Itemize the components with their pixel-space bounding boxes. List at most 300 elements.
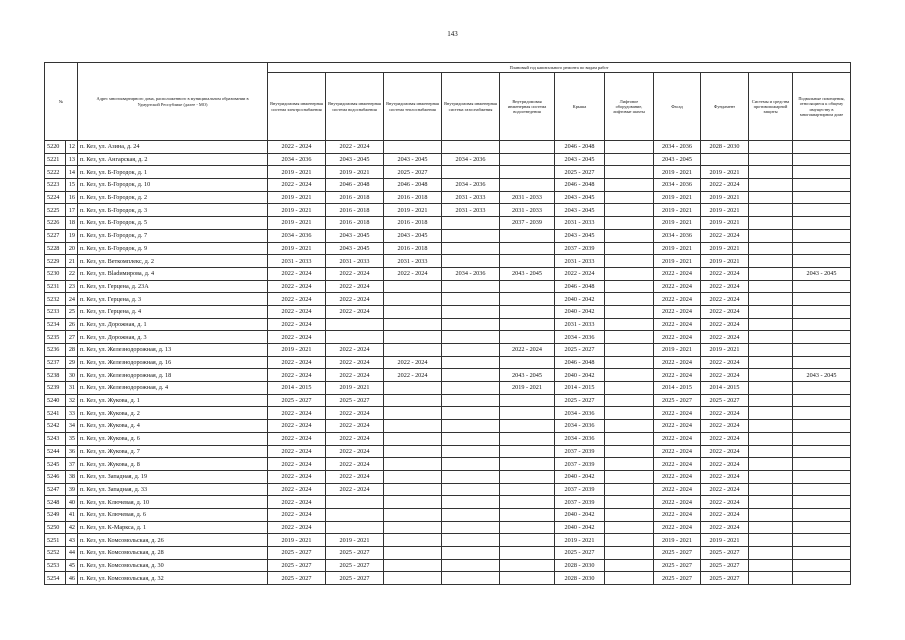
row-cell-col-11: [793, 166, 851, 179]
row-cell-col-3: 2046 - 2048: [384, 179, 442, 192]
row-cell-col-7: [605, 153, 654, 166]
row-cell-col-2: 2031 - 2033: [326, 255, 384, 268]
row-cell-col-8: 2022 - 2024: [654, 521, 701, 534]
row-cell-col-10: [749, 559, 793, 572]
row-global-number: 5228: [45, 242, 66, 255]
table-row: [45, 217, 851, 230]
row-cell-col-10: [749, 267, 793, 280]
row-cell-col-9: 2022 - 2024: [701, 445, 749, 458]
row-cell-col-2: 2019 - 2021: [326, 382, 384, 395]
row-cell-col-5: [500, 470, 555, 483]
row-cell-col-2: 2046 - 2048: [326, 179, 384, 192]
col-header-5: Внутридомовая инженерная система водоотведения: [500, 73, 555, 141]
row-cell-col-4: [442, 508, 500, 521]
row-cell-col-7: [605, 255, 654, 268]
row-global-number: 5230: [45, 267, 66, 280]
row-cell-col-5: [500, 229, 555, 242]
row-cell-col-6: 2040 - 2042: [555, 470, 605, 483]
row-cell-col-8: 2025 - 2027: [654, 394, 701, 407]
col-header-3: Внутридомовая инженерная система теплоснабжения: [384, 73, 442, 141]
row-cell-col-6: 2037 - 2039: [555, 496, 605, 509]
row-cell-col-8: 2022 - 2024: [654, 318, 701, 331]
row-cell-col-9: 2022 - 2024: [701, 267, 749, 280]
table-row: [45, 344, 851, 357]
row-cell-col-3: [384, 318, 442, 331]
row-cell-col-3: [384, 534, 442, 547]
row-address: п. Кез, ул. Б-Городок, д. 1: [78, 166, 268, 179]
row-cell-col-6: 2043 - 2045: [555, 191, 605, 204]
row-address: п. Кез, ул. Жукова, д. 8: [78, 458, 268, 471]
row-cell-col-1: 2014 - 2015: [268, 382, 326, 395]
row-address: п. Кез, ул. Жукова, д. 7: [78, 445, 268, 458]
row-address: п. Кез, ул. Б-Городок, д. 3: [78, 204, 268, 217]
table-row: [45, 179, 851, 192]
table-row: [45, 204, 851, 217]
col-header-1: Внутридомовая инженерная система электроснабжения: [268, 73, 326, 141]
row-cell-col-10: [749, 534, 793, 547]
row-cell-col-4: [442, 242, 500, 255]
row-cell-col-8: 2022 - 2024: [654, 432, 701, 445]
row-cell-col-3: [384, 508, 442, 521]
row-cell-col-2: 2025 - 2027: [326, 547, 384, 560]
row-cell-col-1: 2022 - 2024: [268, 407, 326, 420]
row-cell-col-1: 2022 - 2024: [268, 508, 326, 521]
row-cell-col-9: 2022 - 2024: [701, 356, 749, 369]
row-cell-col-6: 2019 - 2021: [555, 534, 605, 547]
row-cell-col-5: [500, 432, 555, 445]
row-local-number: 43: [66, 534, 78, 547]
row-cell-col-5: [500, 445, 555, 458]
row-local-number: 36: [66, 445, 78, 458]
row-cell-col-3: [384, 458, 442, 471]
row-cell-col-4: [442, 572, 500, 585]
col-header-9: Фундамент: [701, 73, 749, 141]
row-cell-col-6: 2022 - 2024: [555, 267, 605, 280]
row-cell-col-7: [605, 572, 654, 585]
row-local-number: 38: [66, 470, 78, 483]
row-cell-col-3: 2022 - 2024: [384, 356, 442, 369]
table-row: [45, 141, 851, 154]
row-cell-col-1: 2022 - 2024: [268, 521, 326, 534]
row-cell-col-9: 2025 - 2027: [701, 547, 749, 560]
row-cell-col-6: 2040 - 2042: [555, 369, 605, 382]
row-local-number: 15: [66, 179, 78, 192]
row-local-number: 12: [66, 141, 78, 154]
row-cell-col-3: [384, 559, 442, 572]
row-cell-col-1: 2022 - 2024: [268, 179, 326, 192]
row-local-number: 32: [66, 394, 78, 407]
row-cell-col-4: 2034 - 2036: [442, 153, 500, 166]
table-row: [45, 508, 851, 521]
row-cell-col-2: 2022 - 2024: [326, 420, 384, 433]
row-cell-col-7: [605, 534, 654, 547]
row-cell-col-9: 2022 - 2024: [701, 458, 749, 471]
row-cell-col-11: [793, 255, 851, 268]
row-local-number: 19: [66, 229, 78, 242]
row-cell-col-1: 2019 - 2021: [268, 242, 326, 255]
row-cell-col-3: 2022 - 2024: [384, 267, 442, 280]
row-cell-col-10: [749, 318, 793, 331]
row-cell-col-7: [605, 559, 654, 572]
row-cell-col-6: 2034 - 2036: [555, 407, 605, 420]
row-cell-col-5: [500, 559, 555, 572]
row-cell-col-10: [749, 382, 793, 395]
row-cell-col-7: [605, 407, 654, 420]
row-cell-col-8: 2019 - 2021: [654, 255, 701, 268]
row-cell-col-1: 2034 - 2036: [268, 153, 326, 166]
row-global-number: 5236: [45, 344, 66, 357]
row-cell-col-8: 2022 - 2024: [654, 356, 701, 369]
row-cell-col-5: [500, 255, 555, 268]
row-cell-col-10: [749, 420, 793, 433]
row-cell-col-11: [793, 356, 851, 369]
row-cell-col-9: 2022 - 2024: [701, 432, 749, 445]
col-header-11: Подвальные помещения, относящиеся к общему имуществу в многоквартирном доме: [793, 73, 851, 141]
row-local-number: 21: [66, 255, 78, 268]
row-address: п. Кез, ул. Ключевая, д. 6: [78, 508, 268, 521]
row-address: п. Кез, ул. Жукова, д. 4: [78, 420, 268, 433]
row-cell-col-11: [793, 534, 851, 547]
row-local-number: 13: [66, 153, 78, 166]
table-row: [45, 356, 851, 369]
table-row: [45, 318, 851, 331]
row-cell-col-9: [701, 153, 749, 166]
row-cell-col-7: [605, 382, 654, 395]
row-cell-col-10: [749, 293, 793, 306]
row-local-number: 39: [66, 483, 78, 496]
row-cell-col-1: 2019 - 2021: [268, 166, 326, 179]
row-cell-col-7: [605, 318, 654, 331]
row-cell-col-9: 2019 - 2021: [701, 191, 749, 204]
row-cell-col-3: 2019 - 2021: [384, 204, 442, 217]
row-cell-col-2: [326, 496, 384, 509]
row-cell-col-9: 2014 - 2015: [701, 382, 749, 395]
row-cell-col-8: 2022 - 2024: [654, 407, 701, 420]
row-address: п. Кез, ул. Жукова, д. 6: [78, 432, 268, 445]
row-cell-col-5: [500, 483, 555, 496]
row-cell-col-1: 2022 - 2024: [268, 483, 326, 496]
row-global-number: 5248: [45, 496, 66, 509]
row-global-number: 5239: [45, 382, 66, 395]
row-cell-col-9: 2022 - 2024: [701, 318, 749, 331]
row-cell-col-11: [793, 458, 851, 471]
row-cell-col-1: 2022 - 2024: [268, 318, 326, 331]
row-cell-col-8: 2019 - 2021: [654, 534, 701, 547]
row-cell-col-2: 2019 - 2021: [326, 534, 384, 547]
row-cell-col-10: [749, 141, 793, 154]
row-address: п. Кез, ул. Герцена, д. 23А: [78, 280, 268, 293]
row-cell-col-7: [605, 547, 654, 560]
capital-repair-table: [44, 62, 851, 585]
row-cell-col-11: [793, 141, 851, 154]
row-cell-col-8: 2025 - 2027: [654, 572, 701, 585]
row-cell-col-6: 2031 - 2033: [555, 255, 605, 268]
row-address: п. Кез, ул. Комсомольская, д. 26: [78, 534, 268, 547]
row-cell-col-9: 2028 - 2030: [701, 141, 749, 154]
row-cell-col-6: 2034 - 2036: [555, 420, 605, 433]
row-cell-col-6: 2040 - 2042: [555, 305, 605, 318]
row-local-number: 26: [66, 318, 78, 331]
row-cell-col-4: 2034 - 2036: [442, 179, 500, 192]
row-cell-col-3: [384, 432, 442, 445]
row-cell-col-4: [442, 229, 500, 242]
row-cell-col-6: 2046 - 2048: [555, 356, 605, 369]
row-cell-col-6: 2031 - 2033: [555, 318, 605, 331]
row-cell-col-5: 2031 - 2033: [500, 204, 555, 217]
row-cell-col-9: 2022 - 2024: [701, 483, 749, 496]
row-cell-col-3: [384, 483, 442, 496]
row-cell-col-3: [384, 420, 442, 433]
table-row: [45, 470, 851, 483]
table-row: [45, 559, 851, 572]
row-cell-col-11: [793, 344, 851, 357]
table-row: [45, 267, 851, 280]
row-cell-col-5: [500, 458, 555, 471]
row-local-number: 42: [66, 521, 78, 534]
row-cell-col-6: 2034 - 2036: [555, 432, 605, 445]
table-row: [45, 458, 851, 471]
row-cell-col-6: 2037 - 2039: [555, 483, 605, 496]
row-cell-col-11: 2043 - 2045: [793, 267, 851, 280]
row-cell-col-3: [384, 445, 442, 458]
row-cell-col-7: [605, 141, 654, 154]
row-cell-col-8: 2019 - 2021: [654, 204, 701, 217]
row-cell-col-2: 2016 - 2018: [326, 191, 384, 204]
row-cell-col-6: 2037 - 2039: [555, 458, 605, 471]
row-address: п. Кез, ул. Комсомольская, д. 28: [78, 547, 268, 560]
row-cell-col-6: 2046 - 2048: [555, 141, 605, 154]
row-cell-col-10: [749, 179, 793, 192]
row-cell-col-3: 2016 - 2018: [384, 242, 442, 255]
row-local-number: 44: [66, 547, 78, 560]
row-cell-col-9: 2022 - 2024: [701, 280, 749, 293]
row-cell-col-2: [326, 521, 384, 534]
row-cell-col-7: [605, 420, 654, 433]
row-cell-col-4: [442, 534, 500, 547]
row-cell-col-6: 2046 - 2048: [555, 179, 605, 192]
row-cell-col-2: 2043 - 2045: [326, 242, 384, 255]
row-cell-col-5: [500, 496, 555, 509]
table-row: [45, 432, 851, 445]
row-local-number: 24: [66, 293, 78, 306]
row-cell-col-10: [749, 369, 793, 382]
row-cell-col-1: 2022 - 2024: [268, 496, 326, 509]
row-local-number: 14: [66, 166, 78, 179]
row-cell-col-9: 2022 - 2024: [701, 369, 749, 382]
row-cell-col-6: 2025 - 2027: [555, 394, 605, 407]
col-header-10: Системы и средства противопожарной защиты: [749, 73, 793, 141]
row-cell-col-8: 2034 - 2036: [654, 229, 701, 242]
row-global-number: 5251: [45, 534, 66, 547]
row-cell-col-8: 2022 - 2024: [654, 331, 701, 344]
row-cell-col-6: 2046 - 2048: [555, 280, 605, 293]
table-row: [45, 521, 851, 534]
row-global-number: 5246: [45, 470, 66, 483]
row-cell-col-7: [605, 166, 654, 179]
row-cell-col-9: 2022 - 2024: [701, 420, 749, 433]
row-cell-col-6: 2028 - 2030: [555, 559, 605, 572]
row-cell-col-10: [749, 229, 793, 242]
row-address: п. Кез, ул. Железнодорожная, д. 16: [78, 356, 268, 369]
row-cell-col-4: [442, 483, 500, 496]
table-row: [45, 153, 851, 166]
row-cell-col-4: [442, 280, 500, 293]
row-local-number: 16: [66, 191, 78, 204]
row-cell-col-7: [605, 356, 654, 369]
row-cell-col-5: [500, 331, 555, 344]
row-cell-col-10: [749, 483, 793, 496]
row-cell-col-10: [749, 242, 793, 255]
row-cell-col-6: 2031 - 2033: [555, 217, 605, 230]
row-cell-col-10: [749, 458, 793, 471]
row-cell-col-1: 2025 - 2027: [268, 394, 326, 407]
row-local-number: 33: [66, 407, 78, 420]
row-cell-col-7: [605, 458, 654, 471]
row-cell-col-4: [442, 344, 500, 357]
col-header-2: Внутридомовая инженерная система водоснабжения: [326, 73, 384, 141]
row-cell-col-4: 2031 - 2033: [442, 204, 500, 217]
row-cell-col-1: 2025 - 2027: [268, 559, 326, 572]
row-cell-col-7: [605, 369, 654, 382]
row-cell-col-1: 2019 - 2021: [268, 191, 326, 204]
row-cell-col-1: 2031 - 2033: [268, 255, 326, 268]
row-cell-col-4: [442, 445, 500, 458]
row-cell-col-11: [793, 572, 851, 585]
row-cell-col-7: [605, 508, 654, 521]
row-cell-col-7: [605, 394, 654, 407]
row-global-number: 5241: [45, 407, 66, 420]
row-cell-col-1: 2022 - 2024: [268, 331, 326, 344]
row-global-number: 5234: [45, 318, 66, 331]
row-cell-col-6: 2037 - 2039: [555, 242, 605, 255]
row-cell-col-8: 2034 - 2036: [654, 179, 701, 192]
row-cell-col-9: 2022 - 2024: [701, 521, 749, 534]
row-cell-col-11: [793, 508, 851, 521]
row-cell-col-11: [793, 407, 851, 420]
row-cell-col-7: [605, 280, 654, 293]
row-cell-col-8: 2019 - 2021: [654, 217, 701, 230]
row-local-number: 31: [66, 382, 78, 395]
row-cell-col-6: 2040 - 2042: [555, 521, 605, 534]
row-address: п. Кез, ул. Герцена, д. 3: [78, 293, 268, 306]
row-cell-col-1: 2022 - 2024: [268, 420, 326, 433]
row-cell-col-2: 2043 - 2045: [326, 153, 384, 166]
row-cell-col-1: 2022 - 2024: [268, 445, 326, 458]
row-cell-col-8: 2034 - 2036: [654, 141, 701, 154]
row-cell-col-3: [384, 394, 442, 407]
row-cell-col-5: [500, 153, 555, 166]
row-global-number: 5232: [45, 293, 66, 306]
row-cell-col-4: [442, 547, 500, 560]
row-cell-col-8: 2019 - 2021: [654, 166, 701, 179]
row-local-number: 35: [66, 432, 78, 445]
row-cell-col-11: [793, 179, 851, 192]
row-local-number: 29: [66, 356, 78, 369]
row-cell-col-2: [326, 508, 384, 521]
row-cell-col-3: [384, 344, 442, 357]
row-address: п. Кез, ул. Дорожная, д. 3: [78, 331, 268, 344]
row-cell-col-3: 2016 - 2018: [384, 217, 442, 230]
row-cell-col-8: 2022 - 2024: [654, 369, 701, 382]
row-cell-col-3: 2016 - 2018: [384, 191, 442, 204]
table-row: [45, 229, 851, 242]
row-cell-col-11: [793, 382, 851, 395]
row-global-number: 5254: [45, 572, 66, 585]
row-cell-col-6: 2040 - 2042: [555, 293, 605, 306]
row-cell-col-1: 2022 - 2024: [268, 458, 326, 471]
row-cell-col-9: 2025 - 2027: [701, 559, 749, 572]
row-cell-col-9: 2022 - 2024: [701, 508, 749, 521]
row-address: п. Кез, ул. Б-Городок, д. 5: [78, 217, 268, 230]
row-cell-col-2: 2016 - 2018: [326, 204, 384, 217]
row-cell-col-9: 2022 - 2024: [701, 293, 749, 306]
row-cell-col-11: [793, 318, 851, 331]
row-cell-col-11: [793, 242, 851, 255]
row-global-number: 5227: [45, 229, 66, 242]
row-address: п. Кез, ул. Комсомольская, д. 30: [78, 559, 268, 572]
row-cell-col-4: [442, 166, 500, 179]
row-global-number: 5237: [45, 356, 66, 369]
row-cell-col-10: [749, 331, 793, 344]
row-cell-col-11: [793, 483, 851, 496]
row-address: п. Кез, ул. Вladимирова, д. 4: [78, 267, 268, 280]
row-cell-col-10: [749, 344, 793, 357]
row-cell-col-6: 2043 - 2045: [555, 204, 605, 217]
row-cell-col-7: [605, 331, 654, 344]
table-row: [45, 382, 851, 395]
row-cell-col-9: 2025 - 2027: [701, 394, 749, 407]
row-cell-col-6: 2014 - 2015: [555, 382, 605, 395]
row-cell-col-10: [749, 496, 793, 509]
row-cell-col-2: 2019 - 2021: [326, 166, 384, 179]
row-cell-col-4: [442, 369, 500, 382]
row-cell-col-11: [793, 280, 851, 293]
row-cell-col-3: 2043 - 2045: [384, 153, 442, 166]
row-cell-col-4: 2031 - 2033: [442, 191, 500, 204]
row-cell-col-8: 2022 - 2024: [654, 420, 701, 433]
row-address: п. Кез, ул. Веткомплекс, д. 2: [78, 255, 268, 268]
row-global-number: 5244: [45, 445, 66, 458]
row-address: п. Кез, ул. Герцена, д. 4: [78, 305, 268, 318]
row-cell-col-8: 2019 - 2021: [654, 344, 701, 357]
row-cell-col-11: [793, 496, 851, 509]
row-cell-col-11: [793, 420, 851, 433]
row-cell-col-9: 2019 - 2021: [701, 534, 749, 547]
row-address: п. Кез, ул. Б-Городок, д. 7: [78, 229, 268, 242]
row-cell-col-9: 2022 - 2024: [701, 229, 749, 242]
row-cell-col-1: 2019 - 2021: [268, 344, 326, 357]
row-cell-col-10: [749, 470, 793, 483]
row-cell-col-7: [605, 432, 654, 445]
row-cell-col-2: 2022 - 2024: [326, 432, 384, 445]
row-cell-col-2: 2022 - 2024: [326, 445, 384, 458]
row-cell-col-7: [605, 204, 654, 217]
row-cell-col-7: [605, 179, 654, 192]
row-cell-col-5: [500, 521, 555, 534]
row-cell-col-7: [605, 242, 654, 255]
row-global-number: 5222: [45, 166, 66, 179]
row-cell-col-3: [384, 280, 442, 293]
row-cell-col-2: 2022 - 2024: [326, 267, 384, 280]
row-cell-col-8: 2022 - 2024: [654, 280, 701, 293]
row-cell-col-10: [749, 356, 793, 369]
row-cell-col-6: 2043 - 2045: [555, 229, 605, 242]
row-cell-col-11: [793, 153, 851, 166]
row-cell-col-8: 2025 - 2027: [654, 559, 701, 572]
table-row: [45, 420, 851, 433]
row-cell-col-8: 2022 - 2024: [654, 508, 701, 521]
row-global-number: 5245: [45, 458, 66, 471]
